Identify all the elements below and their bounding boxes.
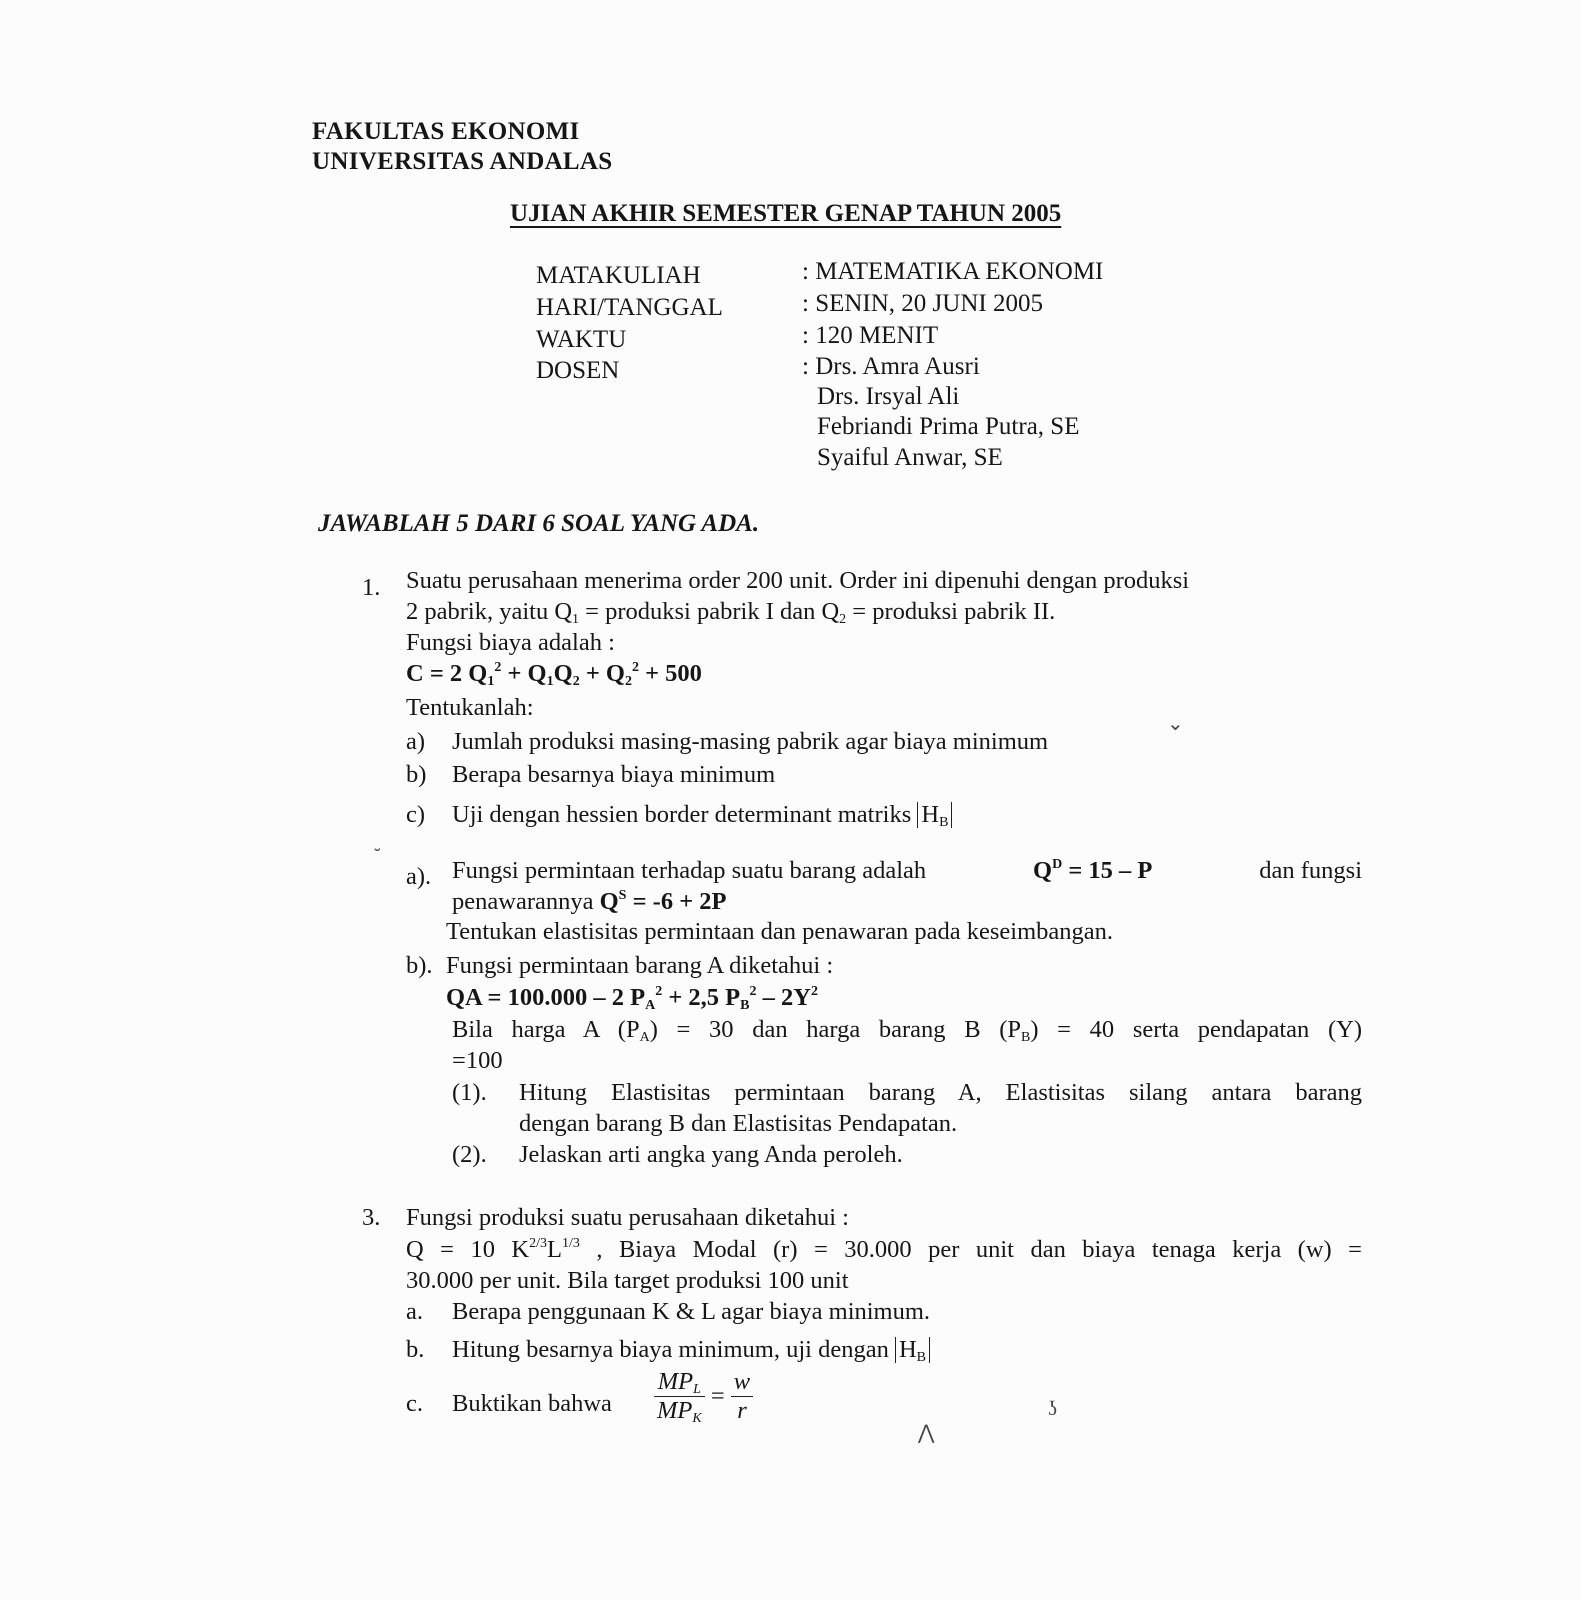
sub-item-text: Jelaskan arti angka yang Anda peroleh. <box>519 1141 903 1168</box>
cost-intro: Fungsi biaya adalah : <box>406 629 615 656</box>
instruction: JAWABLAH 5 DARI 6 SOAL YANG ADA. <box>318 510 760 537</box>
item-label: b. <box>406 1336 425 1363</box>
handwritten-mark: ʖ <box>1048 1398 1057 1420</box>
course-value: : MATEMATIKA EKONOMI <box>802 258 1104 285</box>
time-value: : 120 MENIT <box>802 322 939 349</box>
date-value: : SENIN, 20 JUNI 2005 <box>802 290 1043 317</box>
question-number: 1. <box>362 574 381 601</box>
hessian-determinant: $H_B$ <box>917 802 952 828</box>
lecturer-name: Syaiful Anwar, SE <box>817 444 1003 471</box>
date-label: HARI/TANGGAL <box>536 294 723 321</box>
q2a-line3: Tentukan elastisitas permintaan dan penawaran pada keseimbangan. <box>446 918 1114 945</box>
item-text: Uji dengan hessien border determinant matriks $H_B$ <box>452 801 952 829</box>
item-label: b) <box>406 761 427 788</box>
q2b-line3: Bila harga A $(P_A) = 30$ dan harga barang B $(P_B) = 40$ serta pendapatan (Y) <box>452 1016 1362 1045</box>
item-label: c. <box>406 1390 423 1417</box>
q3-line2: Q = 10 $K^{2/3}L^{1/3}$ , Biaya Modal (r) = 30.000 per unit dan biaya tenaga kerja (w) = <box>406 1236 1362 1263</box>
cost-formula: C = 2 $Q_1^2 + Q_1Q_2 + Q_2^2 + 500$ <box>406 660 702 689</box>
item-label: b). <box>406 952 433 979</box>
item-label: a. <box>406 1298 423 1325</box>
q3-line1: Fungsi produksi suatu perusahaan diketahui : <box>406 1204 849 1231</box>
demand-formula: QA = 100.000 – 2 $P_A^2 + 2,5$ $P_B^2 - 2Y^2$ <box>446 984 818 1013</box>
sub-item-text: dengan barang B dan Elastisitas Pendapatan. <box>519 1110 958 1137</box>
item-label: a) <box>406 728 426 755</box>
q2a-line1: Fungsi permintaan terhadap suatu barang adalah $Q^D = 15 - P$ dan fungsi <box>452 857 1362 884</box>
course-label: MATAKULIAH <box>536 262 701 289</box>
q1-line1: Suatu perusahaan menerima order 200 unit. Order ini dipenuhi dengan produksi <box>406 567 1190 594</box>
time-label: WAKTU <box>536 326 627 353</box>
sub-item-label: (2). <box>452 1141 487 1168</box>
item-text: Berapa besarnya biaya minimum <box>452 761 776 788</box>
item-text: Jumlah produksi masing-masing pabrik agar biaya minimum <box>452 728 1049 755</box>
item-text: Hitung besarnya biaya minimum, uji dengan $H_B$ <box>452 1336 930 1364</box>
ratio-equation: $\frac{MP_L}{MP_K}$ = $\frac{w}{r}$ <box>654 1368 753 1425</box>
q2b-line4: =100 <box>452 1047 503 1074</box>
item-label: c) <box>406 801 426 828</box>
item-text: Buktikan bahwa <box>452 1390 612 1417</box>
task-intro: Tentukanlah: <box>406 694 534 721</box>
faculty-name: FAKULTAS EKONOMI <box>312 118 580 145</box>
sub-item-text: Hitung Elastisitas permintaan barang A, Elastisitas silang antara barang <box>519 1079 1362 1106</box>
q1-line2: 2 pabrik, yaitu $Q_1$ = produksi pabrik I dan $Q_2$ = produksi pabrik II. <box>406 598 1056 627</box>
sub-item-label: (1). <box>452 1079 487 1106</box>
handwritten-mark: ⋀ <box>918 1422 935 1444</box>
university-name: UNIVERSITAS ANDALAS <box>312 148 613 175</box>
item-text: Berapa penggunaan K & L agar biaya minimum. <box>452 1298 931 1325</box>
item-label: a). <box>406 863 432 890</box>
hessian-determinant: $H_B$ <box>895 1337 930 1363</box>
q2a-line2: penawarannya $Q^S = -6 + 2P$ <box>452 888 727 915</box>
q3-line3: 30.000 per unit. Bila target produksi 100 unit <box>406 1267 849 1294</box>
mp-ratio: $\frac{MP_L}{MP_K}$ <box>654 1368 705 1425</box>
exam-title: UJIAN AKHIR SEMESTER GENAP TAHUN 2005 <box>510 200 1062 227</box>
handwritten-mark: ˘ <box>374 845 381 867</box>
lecturer-name: Drs. Irsyal Ali <box>817 383 960 410</box>
lecturer-name: Febriandi Prima Putra, SE <box>817 413 1080 440</box>
handwritten-mark: ⌄ <box>1167 713 1184 735</box>
lecturer-name: : Drs. Amra Ausri <box>802 353 980 380</box>
q2b-line1: Fungsi permintaan barang A diketahui : <box>446 952 834 979</box>
lecturer-label: DOSEN <box>536 357 620 384</box>
question-number: 3. <box>362 1204 381 1231</box>
price-ratio: $\frac{w}{r}$ <box>731 1368 753 1425</box>
